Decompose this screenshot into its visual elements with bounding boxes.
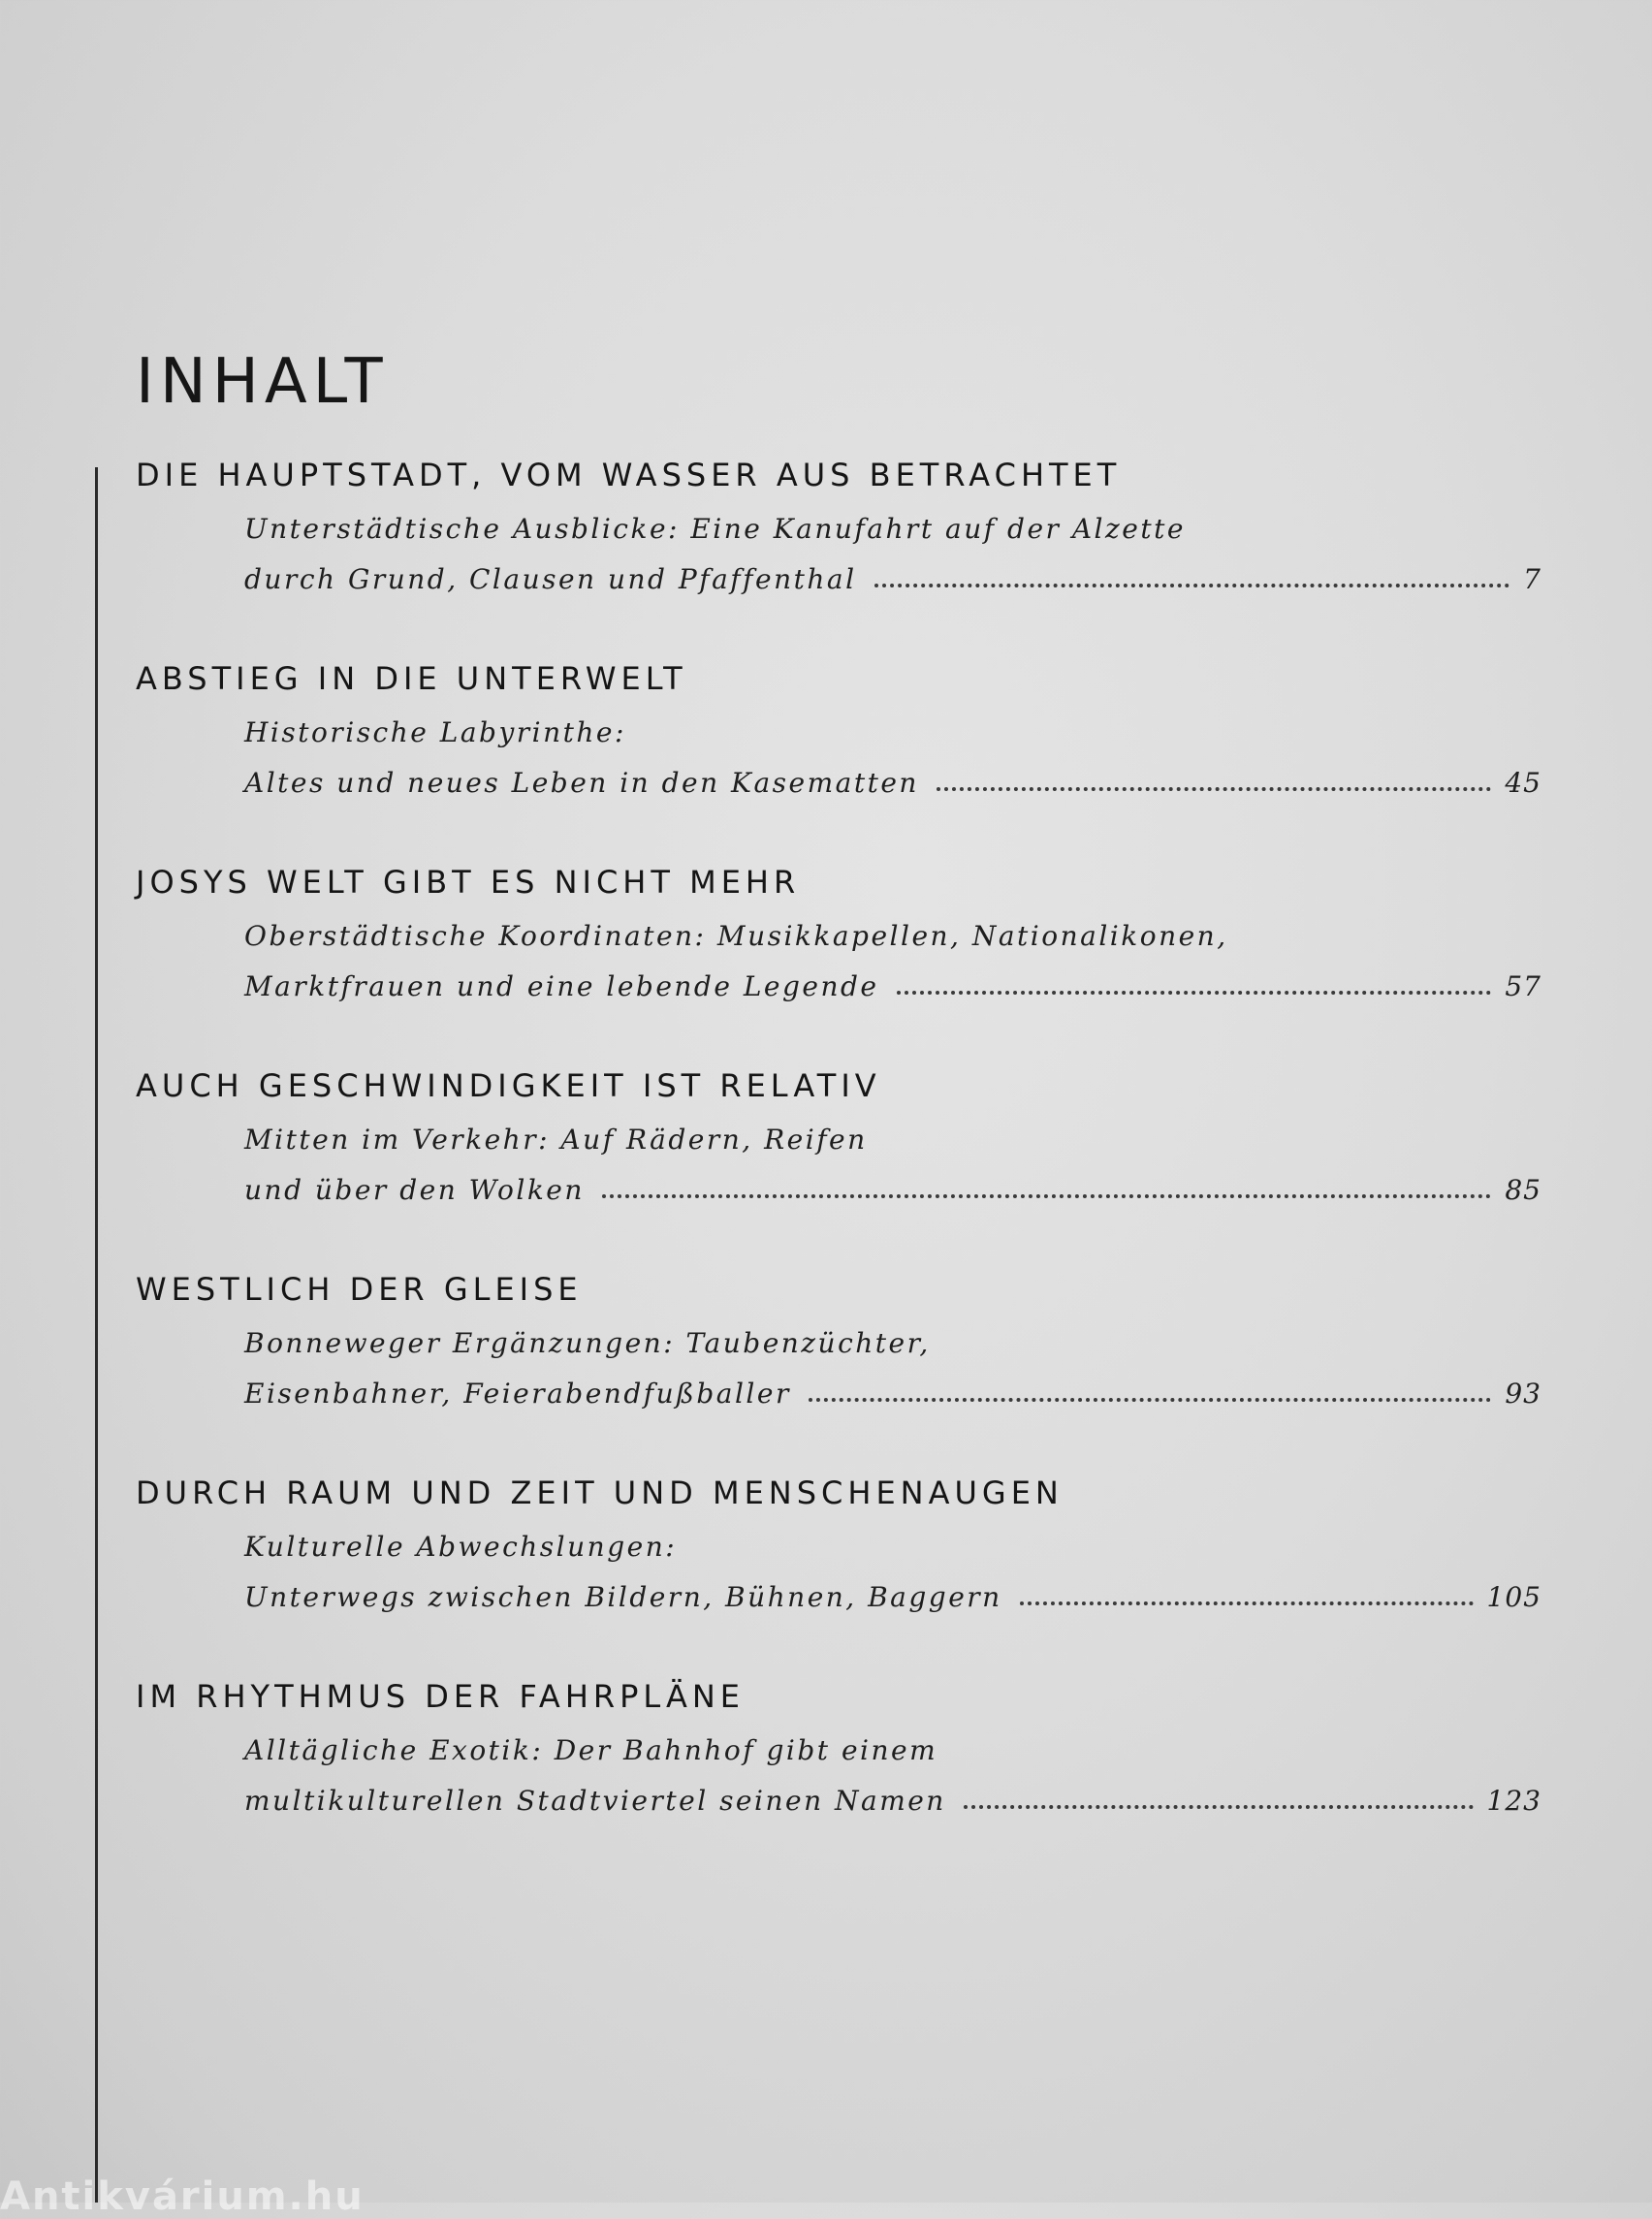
chapter-subtitle-line-2 [244, 758, 1541, 808]
chapter-title: DIE HAUPTSTADT, VOM WASSER AUS BETRACHTET [136, 457, 1122, 493]
dot-leader [937, 774, 1491, 793]
page-number: 123 [1486, 1785, 1541, 1817]
chapter-subtitle-line-1: Kulturelle Abwechslungen: [244, 1531, 678, 1563]
dot-leader [964, 1791, 1474, 1811]
page-number: 85 [1505, 1174, 1541, 1206]
toc-entry [136, 1472, 1551, 1675]
chapter-subtitle-line-2 [244, 962, 1541, 1012]
chapter-subtitle-text: Altes und neues Leben in den Kasematten [244, 767, 919, 799]
page-title: INHALT [136, 346, 389, 418]
dot-leader [602, 1181, 1491, 1200]
toc-entry [136, 861, 1551, 1064]
page-number: 57 [1505, 970, 1541, 1002]
chapter-subtitle-line-1: Alltägliche Exotik: Der Bahnhof gibt einem [244, 1734, 938, 1766]
chapter-subtitle-line-2 [244, 1572, 1541, 1623]
chapter-title: DURCH RAUM UND ZEIT UND MENSCHENAUGEN [136, 1474, 1064, 1511]
dot-leader [809, 1384, 1492, 1404]
dot-leader [1020, 1588, 1474, 1607]
chapter-title: IM RHYTHMUS DER FAHRPLÄNE [136, 1678, 746, 1715]
chapter-subtitle-line-1: Oberstädtische Koordinaten: Musikkapellen, Nationalikonen, [244, 920, 1228, 952]
chapter-title: AUCH GESCHWINDIGKEIT IST RELATIV [136, 1067, 881, 1104]
chapter-subtitle-line-1: Mitten im Verkehr: Auf Rädern, Reifen [244, 1124, 868, 1156]
dot-leader [897, 977, 1492, 997]
chapter-subtitle-text: Unterwegs zwischen Bildern, Bühnen, Baggern [244, 1581, 1002, 1613]
page-number: 93 [1505, 1378, 1541, 1410]
watermark: Antikvárium.hu [0, 2174, 365, 2219]
chapter-title: JOSYS WELT GIBT ES NICHT MEHR [136, 864, 801, 901]
toc-entry [136, 657, 1551, 861]
chapter-title: ABSTIEG IN DIE UNTERWELT [136, 660, 687, 697]
chapter-subtitle-text: und über den Wolken [244, 1174, 585, 1206]
chapter-subtitle-text: Marktfrauen und eine lebende Legende [244, 970, 879, 1002]
page-number: 45 [1505, 767, 1541, 799]
toc-entry [136, 1268, 1551, 1472]
toc-entry [136, 1064, 1551, 1268]
dot-leader [874, 570, 1510, 589]
chapter-subtitle-line-2 [244, 1165, 1541, 1216]
chapter-subtitle-line-1: Historische Labyrinthe: [244, 716, 626, 748]
chapter-subtitle-line-1: Unterstädtische Ausblicke: Eine Kanufahrt auf der Alzette [244, 513, 1186, 545]
chapter-subtitle-line-2 [244, 1776, 1541, 1826]
chapter-subtitle-line-1: Bonneweger Ergänzungen: Taubenzüchter, [244, 1327, 931, 1359]
chapter-subtitle-text: durch Grund, Clausen und Pfaffenthal [244, 563, 857, 595]
page-number: 7 [1523, 563, 1541, 595]
vertical-rule [95, 467, 98, 2203]
toc-entry [136, 454, 1551, 657]
chapter-subtitle-line-2 [244, 555, 1541, 605]
table-of-contents [136, 454, 1551, 1879]
chapter-subtitle-line-2 [244, 1369, 1541, 1419]
page-number: 105 [1486, 1581, 1541, 1613]
chapter-subtitle-text: multikulturellen Stadtviertel seinen Namen [244, 1785, 946, 1817]
toc-entry [136, 1675, 1551, 1879]
chapter-subtitle-text: Eisenbahner, Feierabendfußballer [244, 1378, 791, 1410]
chapter-title: WESTLICH DER GLEISE [136, 1271, 583, 1308]
